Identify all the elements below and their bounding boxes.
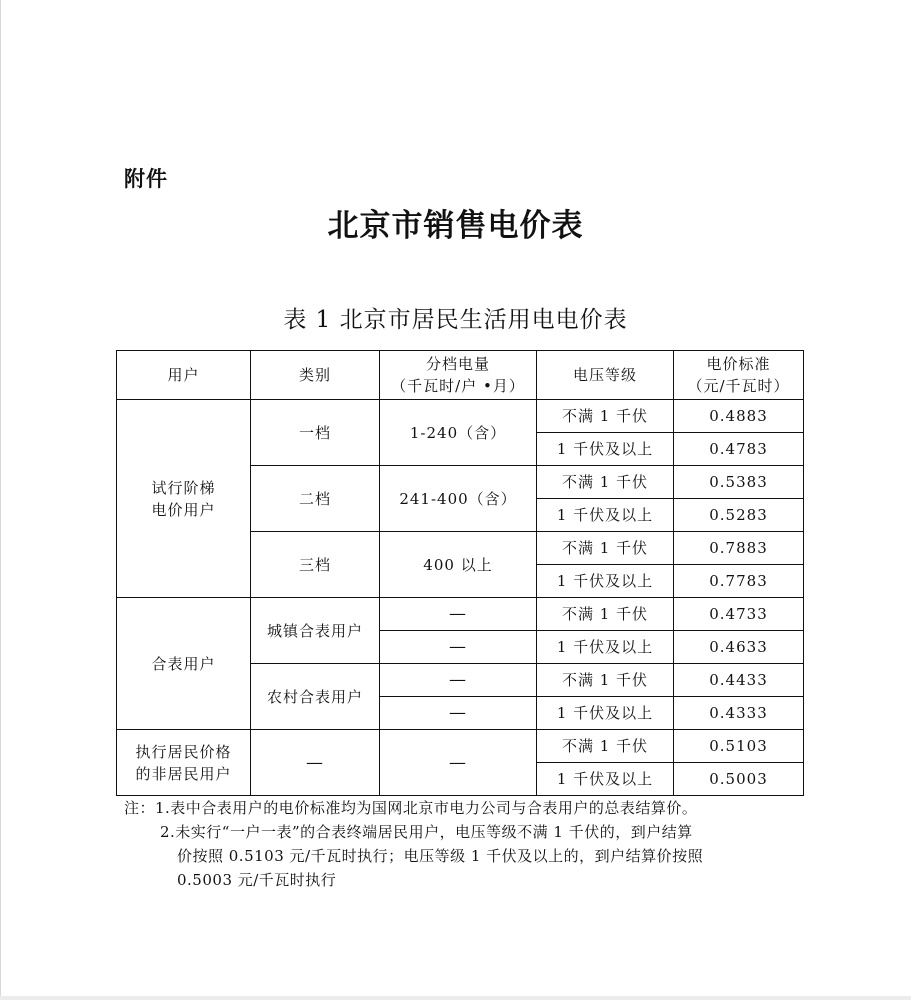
price-cell: 0.4883 bbox=[674, 400, 804, 433]
voltage-cell: 不满 1 千伏 bbox=[537, 664, 674, 697]
electricity-price-table bbox=[116, 350, 804, 796]
voltage-cell: 不满 1 千伏 bbox=[537, 598, 674, 631]
page-bottom-edge bbox=[0, 996, 911, 1000]
attachment-label: 附件 bbox=[124, 167, 168, 191]
category-rural: 农村合表用户 bbox=[251, 664, 380, 730]
voltage-cell: 1 千伏及以上 bbox=[537, 763, 674, 796]
table-notes bbox=[124, 796, 814, 892]
category-tier3: 三档 bbox=[251, 532, 380, 598]
range-cell: — bbox=[380, 664, 537, 697]
page-left-edge bbox=[0, 0, 1, 1000]
category-tier1: 一档 bbox=[251, 400, 380, 466]
voltage-cell: 不满 1 千伏 bbox=[537, 532, 674, 565]
range-cell: — bbox=[380, 697, 537, 730]
price-cell: 0.4433 bbox=[674, 664, 804, 697]
header-tier-line2: （千瓦时/户 •月） bbox=[391, 377, 525, 395]
document-title: 北京市销售电价表 bbox=[327, 208, 584, 244]
price-cell: 0.4333 bbox=[674, 697, 804, 730]
price-cell: 0.7783 bbox=[674, 565, 804, 598]
range-tier2: 241-400（含） bbox=[380, 466, 537, 532]
price-cell: 0.5383 bbox=[674, 466, 804, 499]
table-caption: 表 1 北京市居民生活用电电价表 bbox=[283, 307, 628, 333]
price-cell: 0.5283 bbox=[674, 499, 804, 532]
note-line-3: 价按照 0.5103 元/千瓦时执行；电压等级 1 千伏及以上的，到户结算价按照 bbox=[177, 847, 704, 865]
voltage-cell: 不满 1 千伏 bbox=[537, 466, 674, 499]
voltage-cell: 1 千伏及以上 bbox=[537, 631, 674, 664]
price-cell: 0.4783 bbox=[674, 433, 804, 466]
price-cell: 0.5003 bbox=[674, 763, 804, 796]
voltage-cell: 1 千伏及以上 bbox=[537, 697, 674, 730]
group-nonres-line1: 执行居民价格 bbox=[135, 742, 232, 761]
note-line-4: 0.5003 元/千瓦时执行 bbox=[177, 871, 337, 889]
header-tier-line1: 分档电量 bbox=[425, 355, 490, 373]
header-category: 类别 bbox=[251, 351, 380, 400]
note-line-1: 注：1.表中合表用户的电价标准均为国网北京市电力公司与合表用户的总表结算价。 bbox=[124, 799, 698, 817]
price-cell: 0.4733 bbox=[674, 598, 804, 631]
range-nonres: — bbox=[380, 730, 537, 796]
category-tier2: 二档 bbox=[251, 466, 380, 532]
table-row bbox=[117, 598, 804, 631]
voltage-cell: 1 千伏及以上 bbox=[537, 433, 674, 466]
group-tiered-line2: 电价用户 bbox=[151, 500, 216, 519]
voltage-cell: 1 千伏及以上 bbox=[537, 565, 674, 598]
header-price-line1: 电价标准 bbox=[706, 355, 771, 373]
range-tier1: 1-240（含） bbox=[380, 400, 537, 466]
header-price bbox=[674, 351, 804, 400]
group-tiered bbox=[117, 400, 251, 598]
price-cell: 0.5103 bbox=[674, 730, 804, 763]
range-tier3: 400 以上 bbox=[380, 532, 537, 598]
price-cell: 0.4633 bbox=[674, 631, 804, 664]
group-nonresidential bbox=[117, 730, 251, 796]
group-tiered-line1: 试行阶梯 bbox=[151, 478, 216, 497]
header-price-line2: （元/千瓦时） bbox=[687, 377, 790, 395]
header-voltage: 电压等级 bbox=[537, 351, 674, 400]
voltage-cell: 1 千伏及以上 bbox=[537, 499, 674, 532]
table-row bbox=[117, 730, 804, 763]
range-cell: — bbox=[380, 598, 537, 631]
group-nonres-line2: 的非居民用户 bbox=[135, 764, 232, 783]
voltage-cell: 不满 1 千伏 bbox=[537, 400, 674, 433]
voltage-cell: 不满 1 千伏 bbox=[537, 730, 674, 763]
header-user: 用户 bbox=[117, 351, 251, 400]
table-row bbox=[117, 400, 804, 433]
group-combined: 合表用户 bbox=[117, 598, 251, 730]
category-nonres: — bbox=[251, 730, 380, 796]
table-header-row bbox=[117, 351, 804, 400]
header-tier bbox=[380, 351, 537, 400]
note-line-2: 2.未实行“一户一表”的合表终端居民用户，电压等级不满 1 千伏的，到户结算 bbox=[160, 823, 693, 841]
category-urban: 城镇合表用户 bbox=[251, 598, 380, 664]
range-cell: — bbox=[380, 631, 537, 664]
price-cell: 0.7883 bbox=[674, 532, 804, 565]
